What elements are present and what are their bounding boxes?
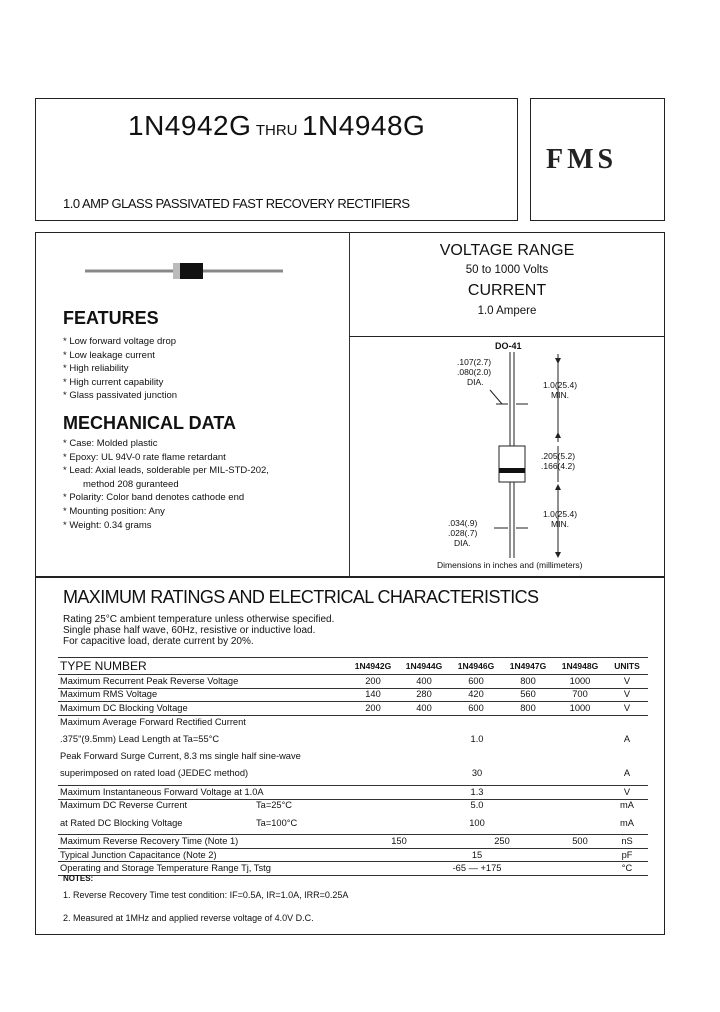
diode-icon [85, 262, 285, 280]
table-row: Maximum DC Blocking Voltage 200 400 600 800 1000 V [58, 702, 648, 716]
list-item: * Low forward voltage drop [63, 336, 177, 347]
list-item: * Mounting position: Any [63, 505, 165, 517]
table-row: superimposed on rated load (JEDEC method) 30 A [60, 768, 631, 779]
table-row: Maximum DC Reverse Current Ta=25°C 5.0 mA [58, 799, 648, 812]
list-item: * Lead: Axial leads, solderable per MIL-STD-202, [63, 465, 269, 477]
col-header: 1N4948G [554, 658, 606, 675]
list-item: * Weight: 0.34 grams [63, 519, 152, 531]
table-row: .375"(9.5mm) Lead Length at Ta=55°C 1.0 A [60, 733, 631, 744]
list-item: * Low leakage current [63, 349, 155, 361]
table-row: Maximum Recurrent Peak Reverse Voltage 200 400 600 800 1000 V [58, 675, 648, 689]
lead-length-bottom: 1.0(25.4) MIN. [543, 509, 578, 529]
col-header: 1N4946G [450, 658, 502, 675]
current-title: CURRENT [467, 282, 547, 299]
characteristics-heading: MAXIMUM RATINGS AND ELECTRICAL CHARACTERISTICS [63, 587, 539, 607]
part-to: 1N4948G [301, 110, 426, 141]
list-item: * Case: Molded plastic [63, 438, 158, 449]
subtitle: 1.0 AMP GLASS PASSIVATED FAST RECOVERY RECTIFIERS [63, 196, 410, 211]
mechanical-list [63, 437, 269, 532]
col-header: 1N4942G [348, 658, 398, 675]
voltage-range-title: VOLTAGE RANGE [439, 242, 575, 259]
table-row: Maximum RMS Voltage 140 280 420 560 700 V [58, 688, 648, 702]
body-length: .205(5.2) .166(4.2) [541, 451, 576, 471]
characteristics-table [58, 657, 648, 876]
table-row: Peak Forward Surge Current, 8.3 ms single half sine-wave [60, 751, 301, 762]
lead-length-top: 1.0(25.4) MIN. [543, 380, 578, 400]
package-name: DO-41 [495, 341, 522, 351]
list-item: * Polarity: Color band denotes cathode end [63, 492, 245, 504]
table-row: Operating and Storage Temperature Range Tj, Tstg -65 — +175 °C [58, 862, 648, 876]
list-item: * Glass passivated junction [63, 390, 178, 402]
table-row: Maximum Average Forward Rectified Current [58, 715, 648, 728]
table-row: at Rated DC Blocking Voltage Ta=100°C 100 mA [60, 817, 634, 828]
rating-conditions: Rating 25°C ambient temperature unless otherwise specified. Single phase half wave, 60Hz, resistive or inductive load. For capacitive load, derate current by 20%. [63, 614, 335, 647]
thru-label: THRU [255, 122, 298, 139]
ratings-divider [349, 336, 665, 337]
wire-dia-label: .034(.9) .028(.7) DIA. [448, 518, 478, 548]
mechanical-heading: MECHANICAL DATA [63, 413, 236, 433]
units-header: UNITS [606, 658, 648, 675]
voltage-range-value: 50 to 1000 Volts [465, 264, 549, 276]
features-list [63, 335, 177, 403]
dimensions-caption: Dimensions in inches and (millimeters) [437, 560, 583, 570]
table-row: Maximum Reverse Recovery Time (Note 1) 150 250 500 nS [58, 835, 648, 849]
list-item: * High current capability [63, 376, 164, 388]
note-2: 2. Measured at 1MHz and applied reverse voltage of 4.0V D.C. [63, 913, 314, 923]
part-from: 1N4942G [128, 110, 252, 141]
col-header: 1N4944G [398, 658, 450, 675]
list-item: method 208 guranteed [83, 478, 179, 490]
notes-heading: NOTES: [63, 874, 94, 883]
lead-dia-label: .107(2.7) .080(2.0) DIA. [457, 357, 492, 387]
type-number-header: TYPE NUMBER [58, 658, 348, 675]
note-1: 1. Reverse Recovery Time test condition: IF=0.5A, IR=1.0A, IRR=0.25A [63, 890, 349, 900]
brand-logo: FMS [546, 144, 618, 175]
current-value: 1.0 Ampere [477, 305, 537, 317]
table-row: Maximum Instantaneous Forward Voltage at 1.0A 1.3 V [58, 785, 648, 799]
features-heading: FEATURES [63, 308, 159, 328]
table-row: Typical Junction Capacitance (Note 2) 15 pF [58, 848, 648, 862]
col-header: 1N4947G [502, 658, 554, 675]
table-header [58, 658, 648, 675]
list-item: * High reliability [63, 363, 129, 375]
list-item: * Epoxy: UL 94V-0 rate flame retardant [63, 451, 226, 463]
page-title [128, 110, 425, 142]
